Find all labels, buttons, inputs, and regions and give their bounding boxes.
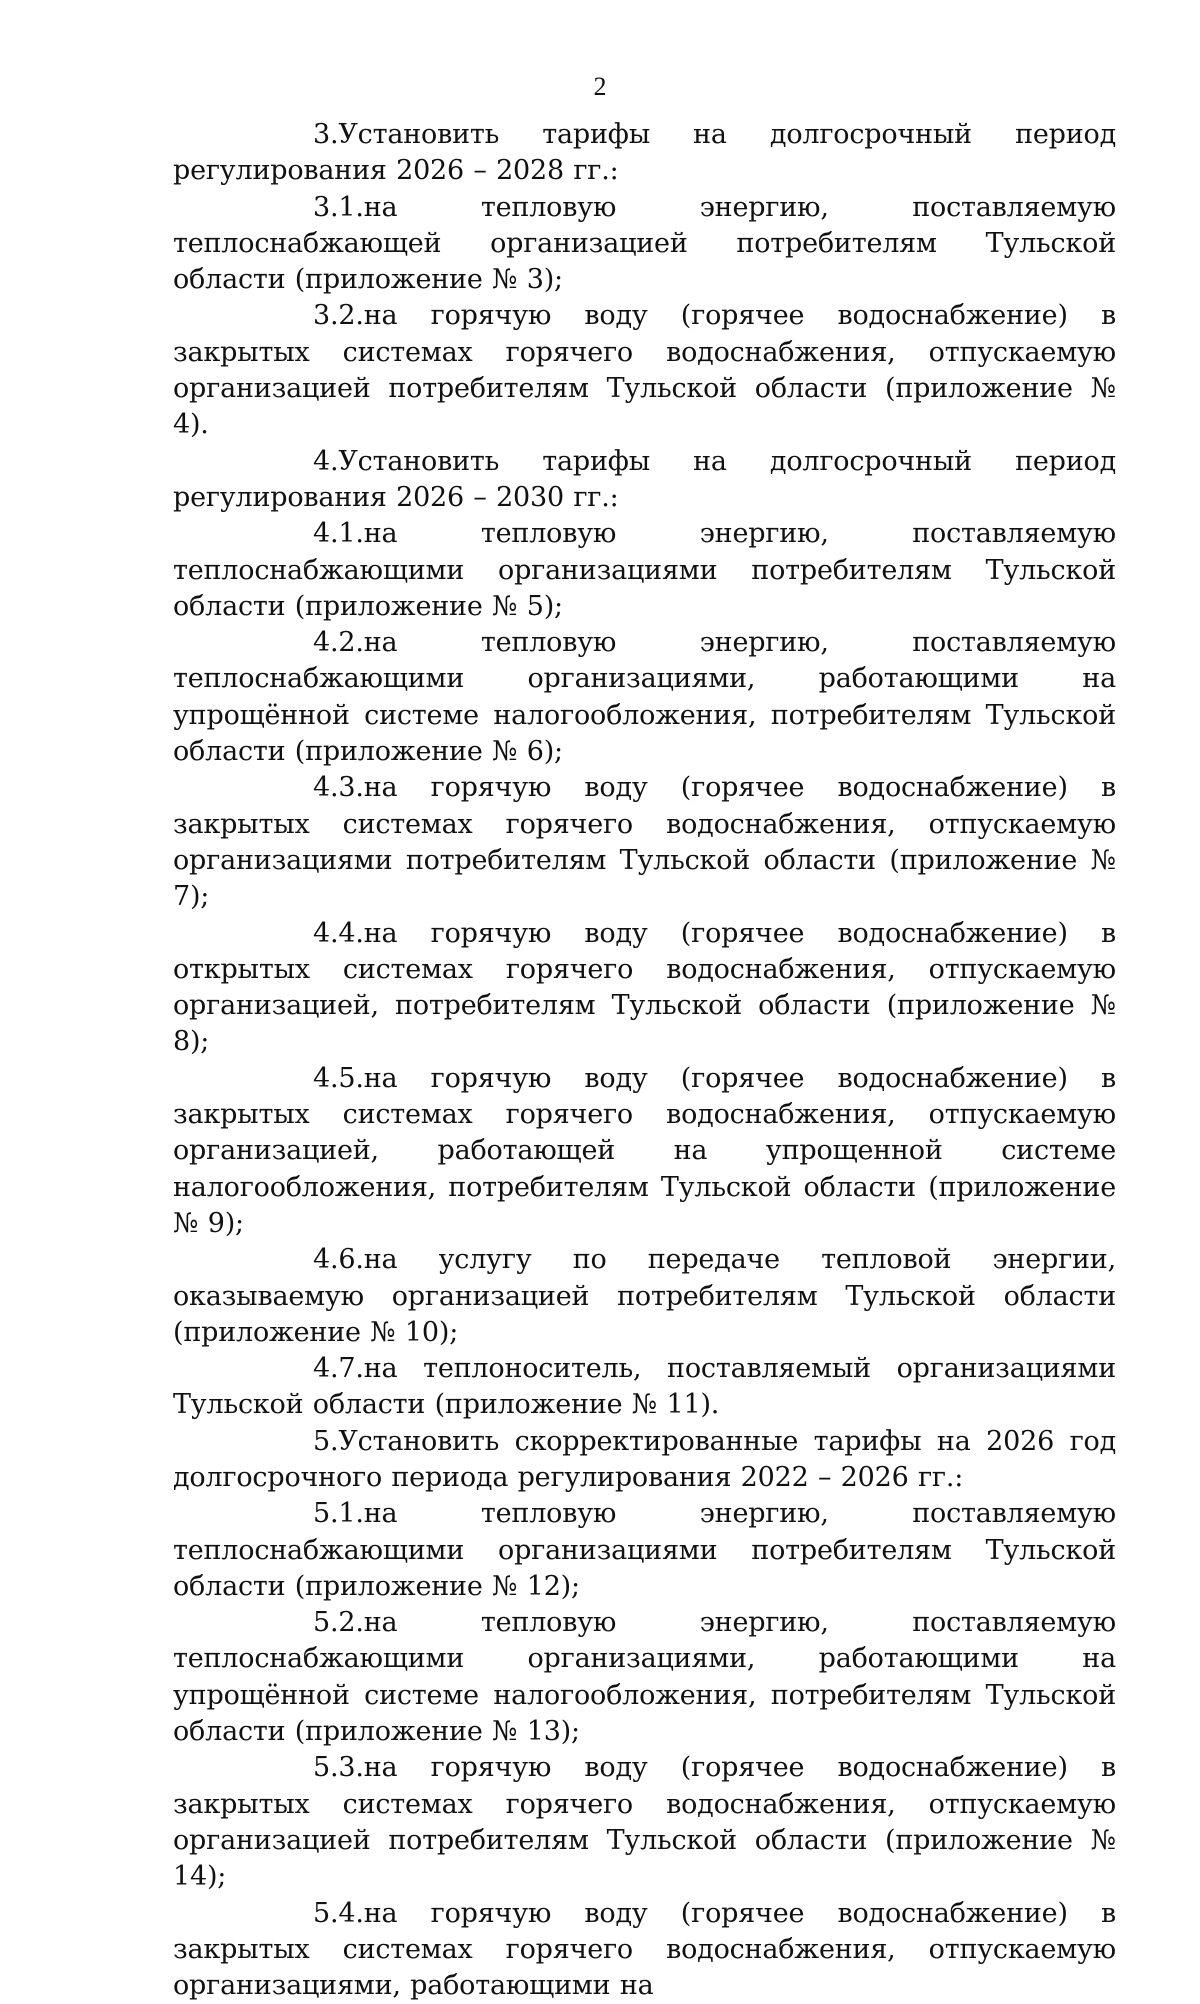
- paragraph-text: Установить тарифы на долгосрочный период регулирования 2026 – 2030 гг.:: [173, 445, 1116, 513]
- paragraph-text: на горячую воду (горячее водоснабжение) в закрытых системах горячего водоснабжения, отпускаемую организациями потребителям Тульской области (приложение № 7);: [173, 772, 1116, 913]
- paragraph-5-1: [173, 1496, 1116, 1605]
- paragraph-number: 5.3.: [313, 1752, 364, 1784]
- paragraph-number: 4.4.: [313, 917, 364, 949]
- paragraph-text: на теплоноситель, поставляемый организациями Тульской области (приложение № 11).: [173, 1353, 1116, 1421]
- paragraph-text: Установить тарифы на долгосрочный период регулирования 2026 – 2028 гг.:: [173, 119, 1116, 187]
- paragraph-number: 5.: [313, 1425, 339, 1457]
- paragraph-number: 4.5.: [313, 1062, 364, 1094]
- paragraph-4: [173, 444, 1116, 517]
- paragraph-number: 4.3.: [313, 772, 364, 804]
- paragraph-text: на тепловую энергию, поставляемую теплоснабжающими организациями, работающими на упрощённой системе налогообложения, потребителям Тульской области (приложение № 6);: [173, 627, 1116, 768]
- paragraph-5-2: [173, 1605, 1116, 1750]
- paragraph-number: 5.4.: [313, 1897, 364, 1929]
- paragraph-number: 4.1.: [313, 518, 364, 550]
- paragraph-text: на тепловую энергию, поставляемую теплоснабжающими организациями, работающими на упрощённой системе налогообложения, потребителям Тульской области (приложение № 13);: [173, 1607, 1116, 1748]
- paragraph-4-7: [173, 1351, 1116, 1424]
- paragraph-4-2: [173, 625, 1116, 770]
- paragraph-number: 3.2.: [313, 300, 364, 332]
- paragraph-4-6: [173, 1242, 1116, 1351]
- page-number: 2: [593, 72, 607, 101]
- paragraph-text: на горячую воду (горячее водоснабжение) в закрытых системах горячего водоснабжения, отпускаемую организацией потребителям Тульской области (приложение № 4).: [173, 300, 1116, 441]
- paragraph-4-5: [173, 1061, 1116, 1242]
- paragraph-text: Установить скорректированные тарифы на 2026 год долгосрочного периода регулирования 2022 – 2026 гг.:: [173, 1425, 1116, 1493]
- paragraph-text: на тепловую энергию, поставляемую теплоснабжающими организациями потребителям Тульской области (приложение № 12);: [173, 1498, 1116, 1602]
- paragraph-number: 3.1.: [313, 191, 364, 223]
- paragraph-text: на услугу по передаче тепловой энергии, оказываемую организацией потребителям Тульской области (приложение № 10);: [173, 1244, 1116, 1348]
- paragraph-text: на тепловую энергию, поставляемую теплоснабжающей организацией потребителям Тульской области (приложение № 3);: [173, 191, 1116, 296]
- paragraph-5: [173, 1424, 1116, 1497]
- paragraph-3-1: [173, 190, 1116, 299]
- paragraph-3: [173, 117, 1116, 190]
- paragraph-4-3: [173, 770, 1116, 915]
- paragraph-4-1: [173, 516, 1116, 625]
- paragraph-number: 4.6.: [313, 1244, 364, 1276]
- paragraph-text: на тепловую энергию, поставляемую теплоснабжающими организациями потребителям Тульской области (приложение № 5);: [173, 518, 1116, 622]
- paragraph-text: на горячую воду (горячее водоснабжение) в открытых системах горячего водоснабжения, отпускаемую организацией, потребителям Тульской области (приложение № 8);: [173, 917, 1116, 1058]
- paragraph-number: 3.: [313, 119, 339, 150]
- paragraph-number: 5.1.: [313, 1498, 364, 1530]
- paragraph-3-2: [173, 298, 1116, 443]
- paragraph-5-3: [173, 1750, 1116, 1895]
- paragraph-number: 5.2.: [313, 1607, 364, 1639]
- paragraph-text: на горячую воду (горячее водоснабжение) в закрытых системах горячего водоснабжения, отпускаемую организацией потребителям Тульской области (приложение № 14);: [173, 1752, 1116, 1893]
- document-body: [173, 117, 1116, 2004]
- paragraph-5-4: [173, 1896, 1116, 2004]
- paragraph-text: на горячую воду (горячее водоснабжение) в закрытых системах горячего водоснабжения, отпускаемую организацией, работающей на упрощенной системе налогообложения, потребителям Тульской области (приложение № 9);: [173, 1062, 1116, 1239]
- paragraph-4-4: [173, 916, 1116, 1061]
- paragraph-number: 4.7.: [313, 1353, 364, 1385]
- paragraph-text: на горячую воду (горячее водоснабжение) в закрытых системах горячего водоснабжения, отпускаемую организациями, работающими на: [173, 1897, 1116, 2002]
- paragraph-number: 4.: [313, 445, 339, 477]
- paragraph-number: 4.2.: [313, 627, 364, 659]
